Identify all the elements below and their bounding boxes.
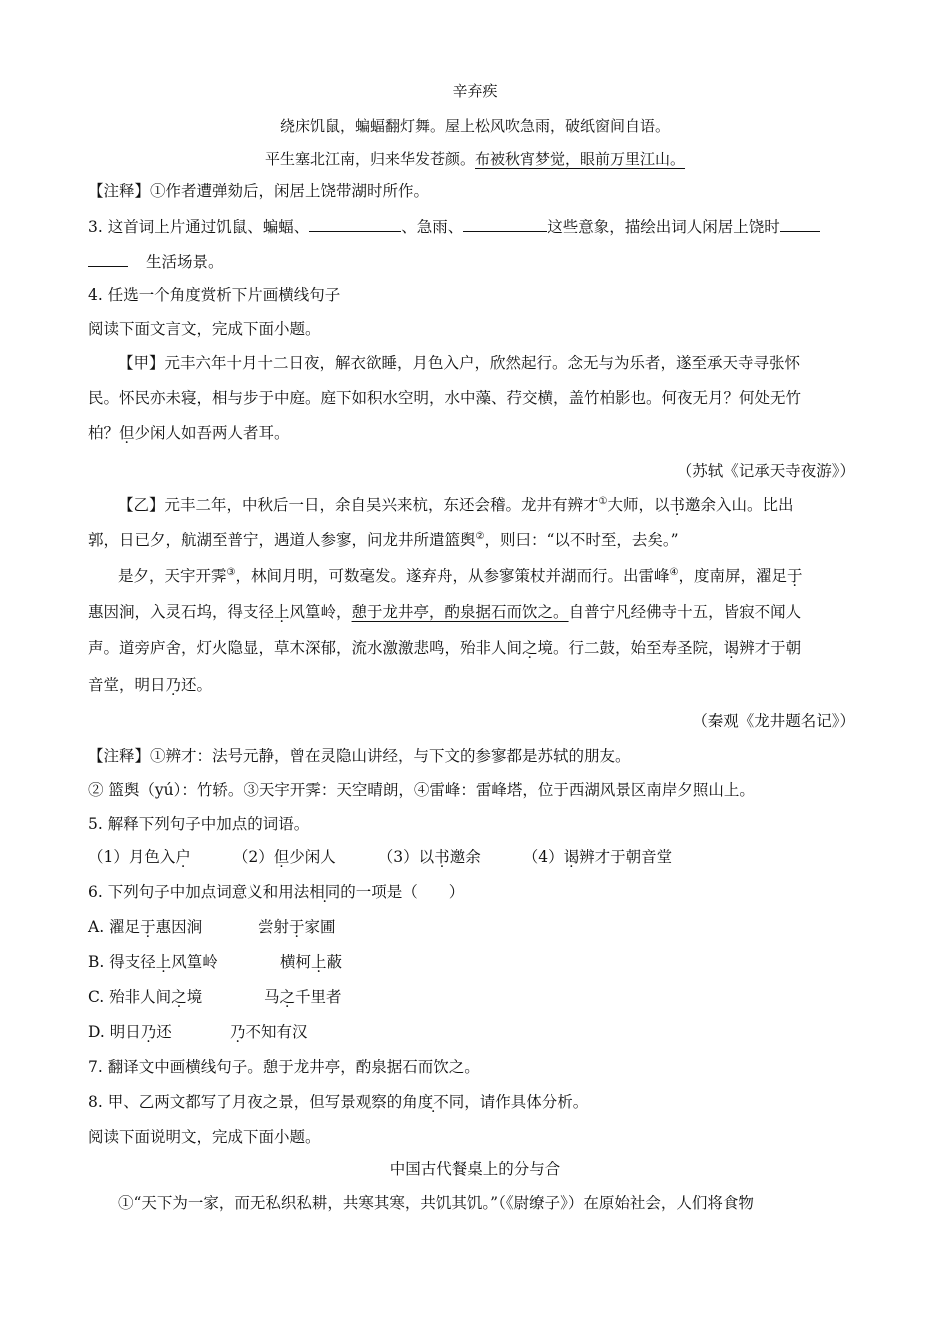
source-jia: （苏轼《记承天寺夜游》） [676, 462, 855, 480]
option-b-left: B. 得支径 [88, 953, 156, 971]
q6-stem-b: 的一项是（ ） [340, 883, 465, 901]
dotted-word-a1: 于 [140, 918, 156, 936]
poem-stanza-2 [0, 148, 950, 170]
dotted-word-a2: 于 [289, 918, 305, 936]
jia-l3-b: 少闲人如吾两人者耳。 [134, 424, 290, 442]
dotted-word-zhi: 之 [522, 639, 538, 657]
q3-part-d: 生活场景。 [146, 253, 224, 271]
q5-item-3: （3）以 [377, 848, 435, 866]
dotted-word-ye-2: 谒 [563, 848, 580, 866]
dotted-word-d2: 乃 [230, 1023, 246, 1041]
question-5-items [88, 846, 672, 868]
option-b-right-rest: 蔽 [326, 953, 343, 971]
option-b-right: 横柯 [280, 953, 312, 971]
q3-part-b: 、急雨、 [401, 218, 464, 236]
q8-a: 8. 甲、乙两文都写了月夜之景，但写景观察的 [88, 1093, 403, 1111]
option-c-right-rest: 千里者 [295, 988, 342, 1006]
option-b-left-rest: 风篁岭 [171, 953, 218, 971]
poem-stanza-1: 绕床饥鼠，蝙蝠翻灯舞。屋上松风吹急雨，破纸窗间自语。 [279, 117, 670, 135]
option-d-right-rest: 不知有汉 [245, 1023, 308, 1041]
dotted-word-d1: 乃 [140, 1023, 157, 1041]
yi-l1-a: 【乙】元丰二年，中秋后一日，余自吴兴来杭，东还会稽。龙井有辨才 [118, 496, 599, 514]
yi-l6-b: 还。 [181, 676, 213, 694]
option-c[interactable] [88, 986, 342, 1008]
question-3-cont [88, 250, 224, 273]
yi-l5-c: 辨才于朝 [739, 639, 802, 657]
dotted-word-xiangtong: 相同 [309, 883, 341, 901]
option-c-left-rest: 境 [186, 988, 203, 1006]
q3-part-c: 这些意象，描绘出词人闲居上饶时 [547, 218, 780, 236]
jia-l3-a: 柏？ [88, 424, 120, 442]
yi-l3-b: ，林间月明，可数毫发。遂弃舟，从参寥策杖并湖而行。出雷峰 [235, 567, 670, 585]
text-yi-line-6 [88, 674, 212, 696]
text-jia-line-1: 【甲】元丰六年十月十二日夜，解衣欲睡，月色入户，欣然起行。念无与为乐者，遂至承天寺寻张怀 [118, 354, 801, 372]
q5-item-2-rest: 少闲人 [289, 848, 336, 866]
dotted-word-jiaodu: 角度不同 [402, 1093, 465, 1111]
option-c-right: 马 [264, 988, 280, 1006]
footnote-mark-1: ① [598, 495, 608, 507]
dotted-word-b1: 上 [155, 953, 172, 971]
notes-line-1: 【注释】①辨才：法号元静，曾在灵隐山讲经，与下文的参寥都是苏轼的朋友。 [88, 747, 631, 765]
q5-item-4-rest: 辨才于朝音堂 [579, 848, 673, 866]
q6-stem-a: 6. 下列句子中加点词意义和用法 [88, 883, 310, 901]
yi-l2-b: ，则曰：“以不时至，去矣。” [484, 531, 679, 549]
question-7: 7. 翻译文中画横线句子。憩于龙井亭，酌泉据石而饮之。 [88, 1058, 480, 1076]
q5-item-1: （1）月色入 [88, 848, 176, 866]
dotted-word-dan: 但 [119, 424, 135, 442]
yi-l2-a: 郭，日已夕，航湖至普宁，遇道人参寥，问龙井所遣篮舆 [88, 531, 476, 549]
dotted-word-shu-2: 书 [434, 848, 450, 866]
text-yi-line-4 [88, 601, 801, 623]
dotted-word-c2: 之 [279, 988, 296, 1006]
footnote-mark-4: ④ [669, 566, 679, 578]
text-yi-line-5 [88, 637, 801, 659]
notes-line-2: ② 篮舆（yú）：竹轿。③天宇开霁：天空晴朗，④雷峰：雷峰塔，位于西湖风景区南岸夕照山上。 [88, 781, 755, 799]
option-a-left: A. 濯足 [88, 918, 141, 936]
text-yi-line-2 [88, 529, 679, 551]
option-d[interactable] [88, 1021, 308, 1043]
yi-l6-a: 音堂，明日 [88, 676, 166, 694]
q3-part-a: 3. 这首词上片通过饥鼠、蝙蝠、 [88, 218, 310, 236]
yi-l3-c: ，度南屏，濯足 [678, 567, 787, 585]
yi-l4-b: 风篁岭， [289, 603, 352, 621]
essay-paragraph-1: ①“天下为一家，而无私织私耕，共寒其寒，共饥其饥。”（《尉缭子》）在原始社会，人们将食物 [118, 1194, 754, 1212]
answer-blank-3b[interactable] [88, 250, 128, 267]
poem-author: 辛弃疾 [452, 82, 498, 100]
text-yi-line-1 [118, 494, 794, 516]
reading-intro-expository: 阅读下面说明文，完成下面小题。 [88, 1128, 321, 1146]
answer-blank-2[interactable] [463, 215, 547, 232]
option-c-left: C. 殆非人间 [88, 988, 172, 1006]
dotted-word-b2: 上 [311, 953, 327, 971]
option-b[interactable] [88, 951, 342, 973]
q8-b: ，请作具体分析。 [464, 1093, 589, 1111]
dotted-word-yu: 于 [786, 567, 803, 585]
question-5: 5. 解释下列句子中加点的词语。 [88, 815, 310, 833]
dotted-word-c1: 之 [171, 988, 187, 1006]
question-3 [88, 215, 820, 238]
dotted-word-shang: 上 [274, 603, 290, 621]
underlined-sentence: 憩于龙井亭，酌泉据石而饮之。 [351, 603, 569, 621]
text-jia-line-3 [88, 422, 290, 444]
poem-underlined-sentence: 布被秋宵梦觉，眼前万里江山。 [475, 150, 686, 168]
yi-l5-a: 声。道旁庐舍，灯火隐显，草木深郁，流水激激悲鸣，殆非人间 [88, 639, 523, 657]
poem-note: 【注释】①作者遭弹劾后，闲居上饶带湖时所作。 [88, 182, 430, 200]
reading-intro-classical: 阅读下面文言文，完成下面小题。 [88, 320, 321, 338]
answer-blank-3a[interactable] [780, 215, 820, 232]
text-yi-line-3 [118, 565, 803, 587]
option-a[interactable] [88, 916, 336, 938]
dotted-word-hu: 户 [175, 848, 191, 866]
text-jia-line-2: 民。怀民亦未寝，相与步于中庭。庭下如积水空明，水中藻、荇交横，盖竹柏影也。何夜无月？何处无竹 [88, 389, 802, 407]
option-d-left-rest: 还 [156, 1023, 172, 1041]
q5-item-3-rest: 邀余 [449, 848, 481, 866]
q5-item-2: （2） [232, 848, 274, 866]
dotted-word-dan-2: 但 [273, 848, 290, 866]
dotted-word-shu: 书 [669, 496, 686, 514]
footnote-mark-2: ② [475, 530, 485, 542]
footnote-mark-3: ③ [226, 566, 236, 578]
yi-l3-a: 是夕，天宇开霁 [118, 567, 227, 585]
question-6 [88, 881, 464, 903]
question-4: 4. 任选一个角度赏析下片画横线句子 [88, 286, 341, 304]
yi-l4-c: 自普宁凡经佛寺十五，皆寂不闻人 [568, 603, 802, 621]
essay-title: 中国古代餐桌上的分与合 [389, 1160, 561, 1178]
source-yi: （秦观《龙井题名记》） [692, 712, 855, 730]
dotted-word-ye: 谒 [723, 639, 740, 657]
q5-item-4: （4） [522, 848, 564, 866]
poem-stanza-2-plain: 平生塞北江南，归来华发苍颜。 [264, 150, 475, 168]
yi-l1-b: 大师，以 [607, 496, 670, 514]
answer-blank-1[interactable] [309, 215, 401, 232]
yi-l1-c: 邀余入山。比出 [685, 496, 794, 514]
yi-l5-b: 境。行二鼓，始至寿圣院， [537, 639, 724, 657]
option-a-right-rest: 家圃 [304, 918, 336, 936]
option-a-left-rest: 惠因涧 [155, 918, 203, 936]
dotted-word-nai: 乃 [165, 676, 182, 694]
option-d-left: D. 明日 [88, 1023, 141, 1041]
option-a-right: 尝射 [258, 918, 290, 936]
yi-l4-a: 惠因涧，入灵石坞，得支径 [88, 603, 275, 621]
question-8 [88, 1091, 588, 1113]
